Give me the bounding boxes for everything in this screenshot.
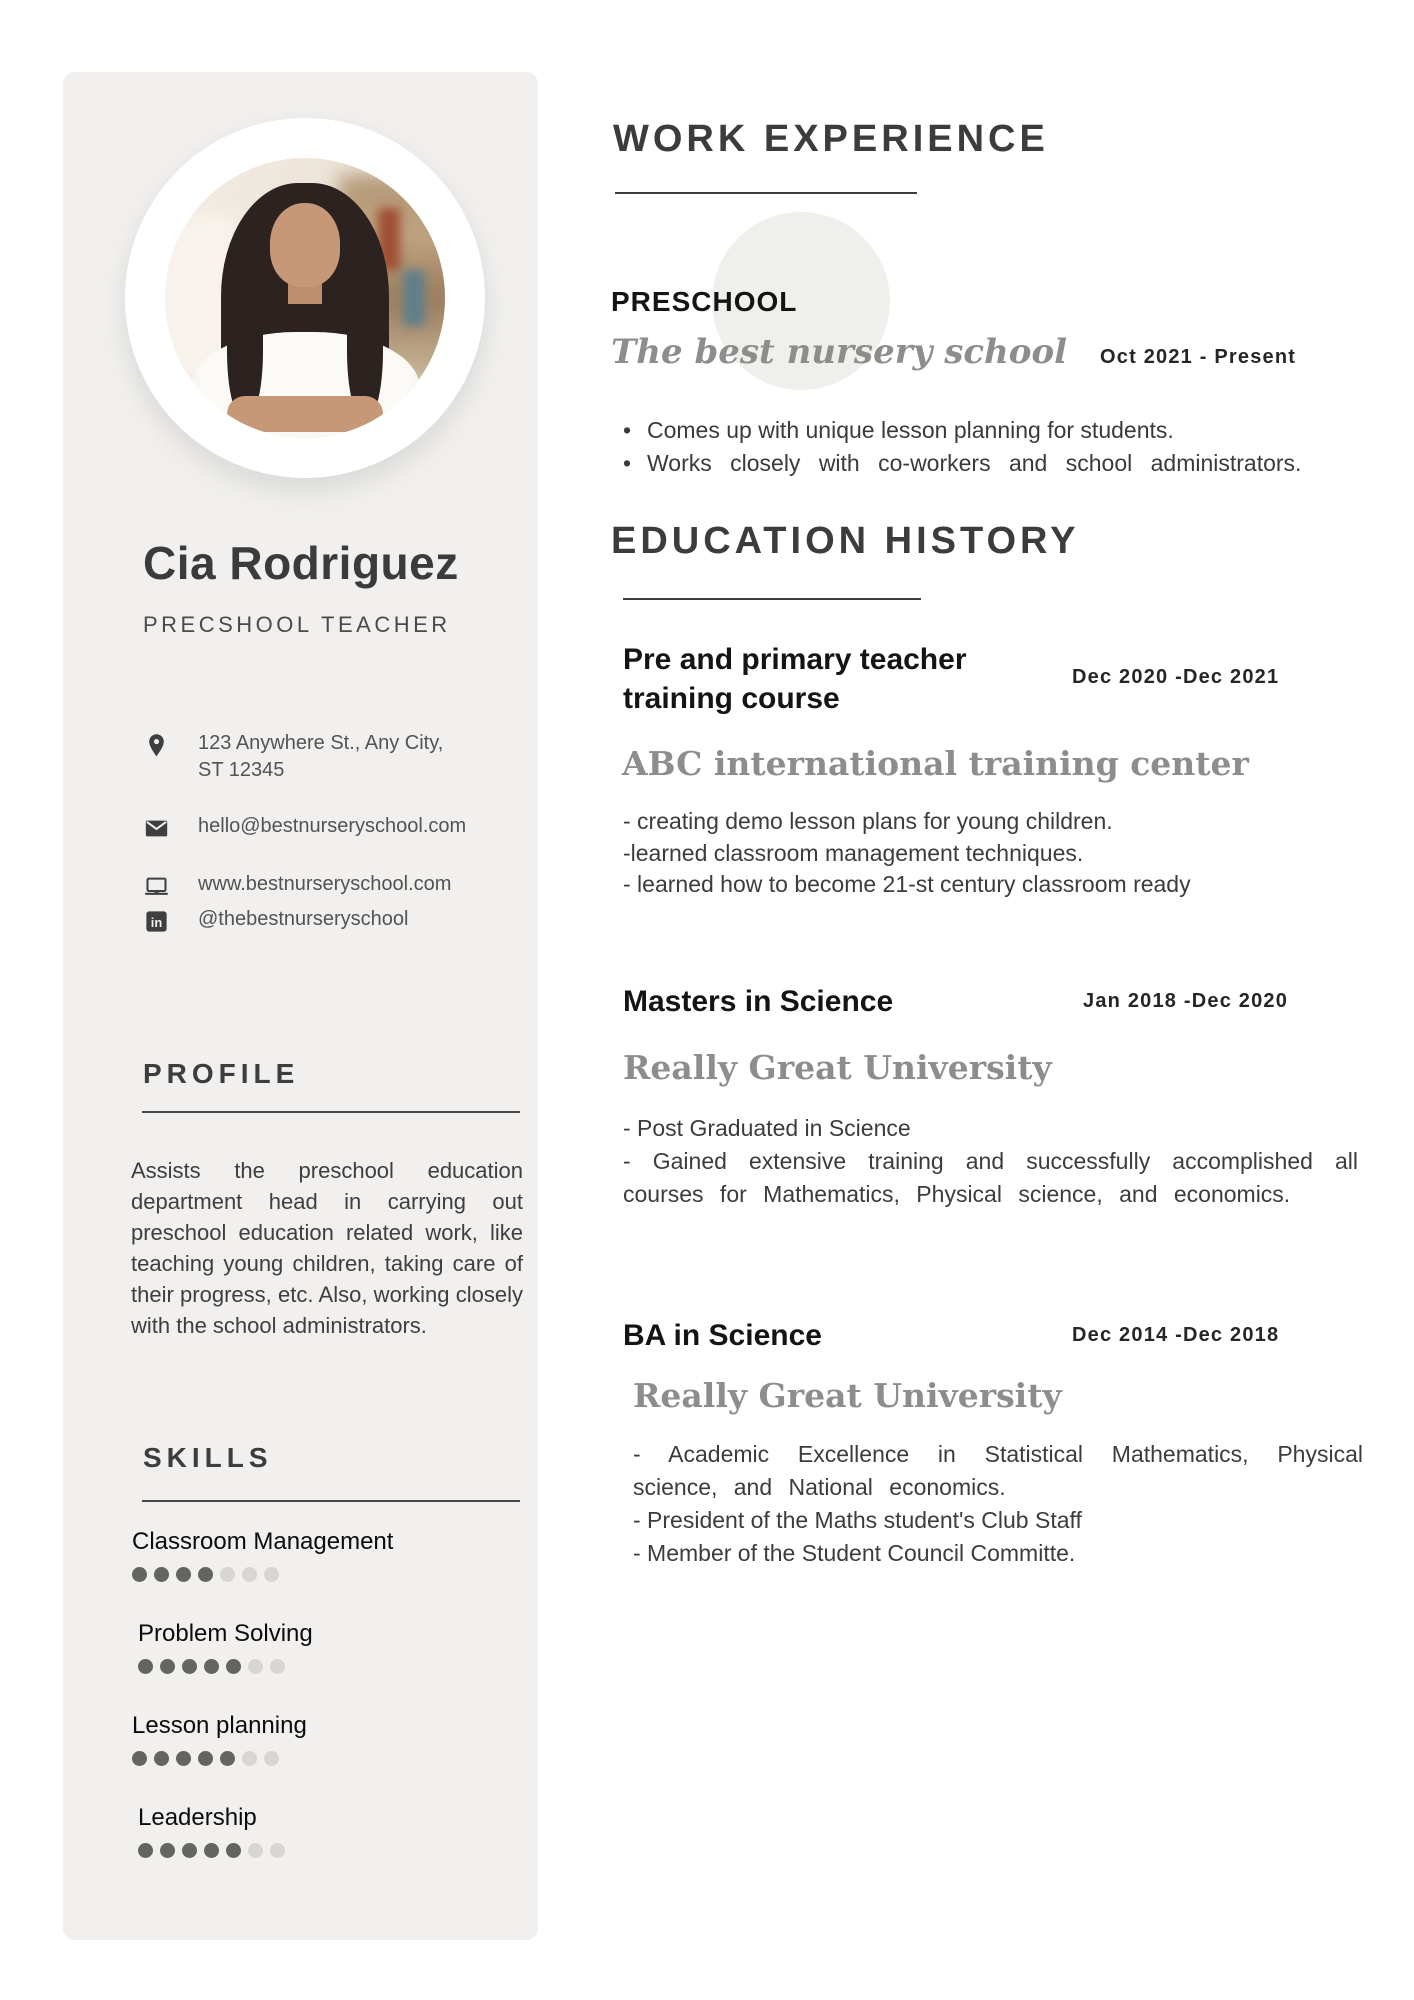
skills-heading: SKILLS	[143, 1442, 273, 1473]
education-detail-line: - Academic Excellence in Statistical Mathematics, Physical science, and National economics.	[633, 1441, 1363, 1500]
job-dates: Oct 2021 - Present	[1100, 346, 1297, 368]
degree-dates: Dec 2014 -Dec 2018	[1072, 1324, 1280, 1346]
dot-filled	[176, 1567, 191, 1582]
dot-filled	[226, 1843, 241, 1858]
skills-list	[132, 1528, 492, 1896]
dot-filled	[154, 1567, 169, 1582]
profile-divider	[142, 1111, 520, 1113]
contact-row-address	[143, 730, 463, 784]
email-envelope-icon	[143, 815, 170, 842]
dot-filled	[204, 1659, 219, 1674]
dot-filled	[176, 1751, 191, 1766]
work-divider	[615, 192, 917, 194]
education-detail-line: - President of the Maths student's Club Staff	[633, 1507, 1082, 1533]
location-pin-icon	[143, 732, 170, 759]
dot-empty	[248, 1659, 263, 1674]
dot-filled	[154, 1751, 169, 1766]
skill-rating-dots	[138, 1659, 492, 1674]
dot-empty	[242, 1567, 257, 1582]
dot-filled	[160, 1659, 175, 1674]
svg-text:in: in	[150, 914, 163, 930]
degree-dates: Jan 2018 -Dec 2020	[1083, 990, 1289, 1012]
education-details	[623, 1112, 1358, 1211]
degree-dates: Dec 2020 -Dec 2021	[1072, 666, 1280, 688]
skill-item	[132, 1804, 492, 1858]
dot-empty	[264, 1567, 279, 1582]
job-role: PRECSHOOL TEACHER	[143, 612, 451, 637]
dot-filled	[182, 1659, 197, 1674]
education-detail-line: - Member of the Student Council Committe.	[633, 1540, 1076, 1566]
address-text: 123 Anywhere St., Any City, ST 12345	[198, 732, 444, 781]
dot-filled	[182, 1843, 197, 1858]
skill-item	[132, 1620, 492, 1674]
dot-empty	[242, 1751, 257, 1766]
job-company: The best nursery school	[611, 332, 1068, 372]
dot-filled	[220, 1751, 235, 1766]
dot-filled	[160, 1843, 175, 1858]
education-details	[623, 806, 1363, 901]
person-name: Cia Rodriguez	[143, 537, 459, 589]
profile-text: Assists the preschool education department head in carrying out preschool education related work, like teaching young children, taking care of their progress, etc. Also, working closely with the school administrators.	[131, 1158, 523, 1338]
dot-filled	[198, 1751, 213, 1766]
dot-empty	[220, 1567, 235, 1582]
education-heading: EDUCATION HISTORY	[611, 520, 1080, 562]
dot-empty	[270, 1843, 285, 1858]
education-detail-line: - Post Graduated in Science	[623, 1115, 911, 1141]
skill-item	[132, 1528, 492, 1582]
photo-face	[270, 203, 340, 287]
job-bullet-list	[621, 414, 1345, 480]
linkedin-icon	[143, 908, 170, 935]
contact-row-email	[143, 813, 467, 842]
skill-label: Lesson planning	[132, 1712, 307, 1739]
dot-filled	[138, 1843, 153, 1858]
degree-title: BA in Science	[623, 1319, 822, 1352]
school-name: Really Great University	[623, 1048, 1052, 1087]
decorative-circle-white	[520, 190, 680, 350]
dot-filled	[204, 1843, 219, 1858]
photo-arms	[227, 396, 384, 432]
dot-filled	[132, 1567, 147, 1582]
dot-filled	[138, 1659, 153, 1674]
linkedin-text: @thebestnurseryschool	[198, 908, 409, 930]
contact-row-website	[143, 871, 463, 900]
website-text: www.bestnurseryschool.com	[198, 873, 452, 895]
profile-heading: PROFILE	[143, 1058, 300, 1089]
education-detail-line: - creating demo lesson plans for young children.	[623, 808, 1113, 834]
education-details	[633, 1438, 1363, 1570]
education-detail-line: - Gained extensive training and successfully accomplished all courses for Mathematics, Physical science, and economics.	[623, 1148, 1358, 1207]
dot-filled	[198, 1567, 213, 1582]
education-divider	[623, 598, 921, 600]
profile-photo-ring	[125, 118, 485, 478]
skill-rating-dots	[132, 1567, 492, 1582]
dot-filled	[226, 1659, 241, 1674]
work-experience-heading: WORK EXPERIENCE	[613, 118, 1049, 160]
skill-rating-dots	[132, 1751, 492, 1766]
degree-title: Masters in Science	[623, 985, 894, 1018]
job-bullet: • Works closely with co-workers and school administrators.	[621, 447, 1345, 480]
skill-label: Problem Solving	[138, 1620, 313, 1647]
school-name: ABC international training center	[622, 744, 1249, 783]
website-laptop-icon	[143, 873, 170, 900]
dot-empty	[248, 1843, 263, 1858]
education-detail-line: -learned classroom management techniques.	[623, 839, 1084, 866]
degree-title: Pre and primary teacher training course	[623, 643, 967, 715]
skill-label: Classroom Management	[132, 1528, 394, 1555]
dot-filled	[132, 1751, 147, 1766]
school-name: Really Great University	[633, 1376, 1062, 1415]
skill-rating-dots	[138, 1843, 492, 1858]
skill-label: Leadership	[138, 1804, 257, 1831]
contact-row-linkedin	[143, 906, 463, 935]
education-detail-line: - learned how to become 21-st century classroom ready	[623, 871, 1191, 897]
contact-section	[143, 730, 467, 964]
dot-empty	[264, 1751, 279, 1766]
skills-divider	[142, 1500, 520, 1502]
skill-item	[132, 1712, 492, 1766]
profile-photo	[165, 158, 445, 438]
job-bullet: • Comes up with unique lesson planning for students.	[621, 414, 1345, 447]
email-text: hello@bestnurseryschool.com	[198, 815, 467, 837]
dot-empty	[270, 1659, 285, 1674]
job-title: PRESCHOOL	[611, 286, 798, 317]
